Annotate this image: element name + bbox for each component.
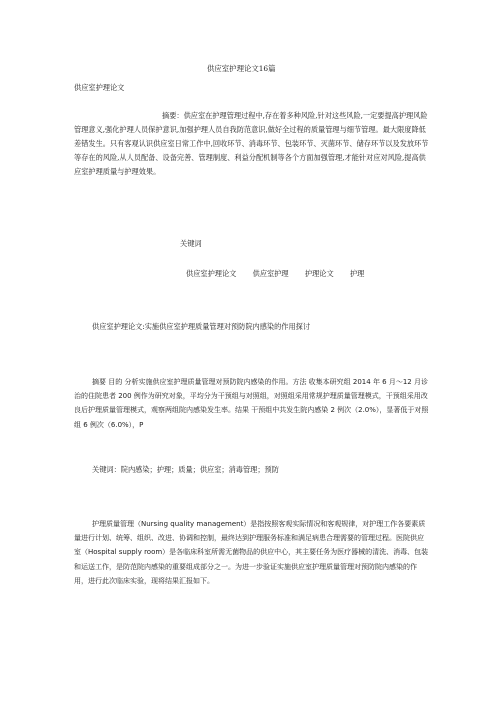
keywords-line: 关键词：院内感染；护理；质量；供应室；消毒管理；预防 (92, 465, 279, 474)
keywords-heading: 关键词 (180, 239, 202, 248)
keyword-item: 供应室护理 (252, 269, 289, 278)
keyword-item: 护理论文 (304, 269, 334, 278)
section-label: 供应室护理论文 (74, 83, 125, 92)
document-title: 供应室护理论文16篇 (207, 64, 276, 73)
keywords-list (186, 269, 374, 279)
keyword-item: 供应室护理论文 (186, 269, 237, 278)
body-paragraph: 护理质量管理（Nursing quality management）是指按照客观实际情况和客观规律，对护理工作各要素质量进行计划、统筹、组织、改进、协调和控制，最终达到护理服务标准和满足病患合理需要的管理过程。医院供应室（Hospital supply room）是各临床科室所需无菌物品的供应中心，其主要任务为医疗器械的清洗、消毒、包装和运送工作，是防范院内感染的重要组成部分之一。为进一步验证实施供应室护理质量管理对预防院内感染的作用，进行此次临床实验，现将结果汇报如下。 (74, 520, 429, 585)
article-title: 供应室护理论文:实施供应室护理质量管理对预防院内感染的作用探讨 (92, 322, 311, 331)
keyword-item: 护理 (349, 269, 365, 278)
abstract-paragraph-2: 摘要 目的 分析实施供应室护理质量管理对预防院内感染的作用。方法 收集本研究组 2014 年 6 月～12 月诊治的住院患者 200 例作为研究对象，平均分为干预组与对照组，对照组采用常规护理质量管理模式，干预组采用改良后护理质量管理模式，观察两组院内感染发生率。结果 干预组中共发生院内感染 2 例次（2.0%），显著低于对照组 6 例次（6.0%），P (74, 378, 429, 429)
abstract-paragraph-1: 摘要：供应室在护理管理过程中,存在着多种风险,针对这些风险,一定要提高护理风险管理意义,强化护理人员保护意识,加强护理人员自我防范意识,做好全过程的质量管理与细节管理。最大限度降低差错发生。只有客观认识供应室日常工作中,回收环节、消毒环节、包装环节、灭菌环节、储存环节以及发放环节等存在的风险,从人员配备、设备完善、管理制度、利益分配机制等各个方面加强管理,才能针对应对风险,提高供应室护理质量与护理效果。 (74, 111, 429, 176)
